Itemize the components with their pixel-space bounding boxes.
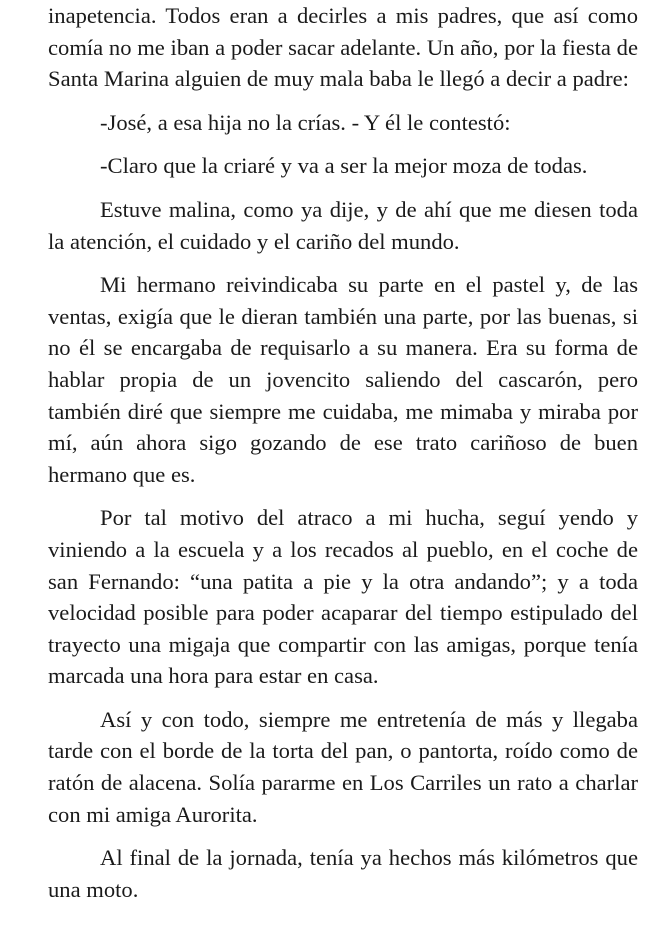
document-page xyxy=(48,0,638,905)
paragraph-jornada: Al final de la jornada, tenía ya hechos más kilómetros que una moto. xyxy=(48,845,638,902)
paragraph-continuation: inapetencia. Todos eran a decirles a mis padres, que así como comía no me iban a poder sacar adelante. Un año, por la fiesta de Santa Marina alguien de muy mala baba le llegó a decir a padre: xyxy=(48,3,638,92)
paragraph-malina: Estuve malina, como ya dije, y de ahí que me diesen toda la atención, el cuidado y el cariño del mundo. xyxy=(48,196,638,254)
paragraph-hucha: Por tal motivo del atraco a mi hucha, seguí yendo y viniendo a la escuela y a los recados al pueblo, en el coche de san Fernando: “una patita a pie y la otra andando”; y a toda velocidad posible para poder acaparar del tiempo estipulado del trayecto una migaja que compartir con las amigas, porque tenía marcada una hora para estar en casa. xyxy=(48,505,638,689)
paragraph-dialogue-reply: -Claro que la criaré y va a ser la mejor moza de todas. xyxy=(100,153,588,179)
paragraph-aurorita: Así y con todo, siempre me entretenía de más y llegaba tarde con el borde de la torta del pan, o pantorta, roído como de ratón de alacena. Solía pararme en Los Carriles un rato a charlar con mi amiga Aurorita. xyxy=(48,706,638,827)
paragraph-dialogue-jose: -José, a esa hija no la crías. - Y él le contestó: xyxy=(100,109,511,135)
paragraph-hermano: Mi hermano reivindicaba su parte en el pastel y, de las ventas, exigía que le dieran también una parte, por las buenas, si no él se encargaba de requisarlo a su manera. Era su forma de hablar propia de un jovencito saliendo del cascarón, pero también diré que siempre me cuidaba, me mimaba y miraba por mí, aún ahora sigo gozando de ese trato cariñoso de buen hermano que es. xyxy=(48,272,638,487)
